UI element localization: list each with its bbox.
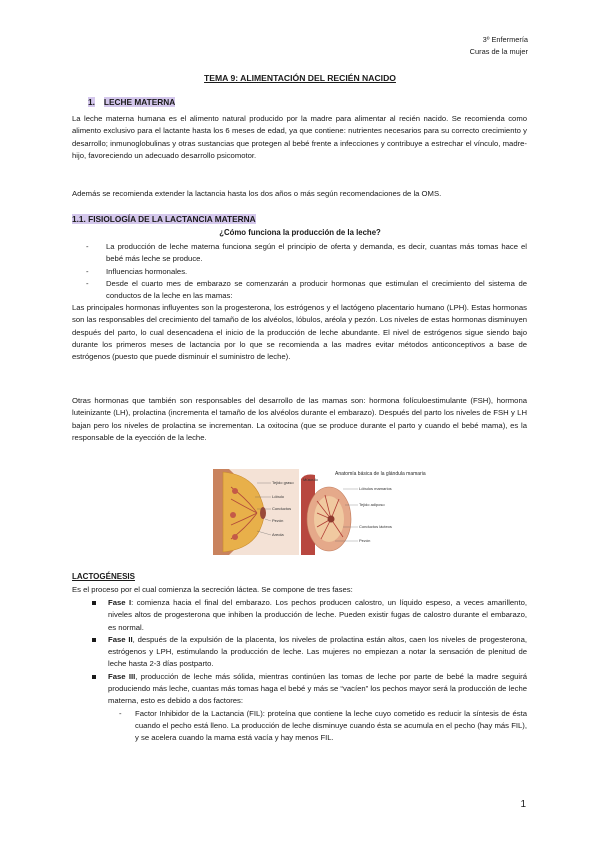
page-header: [470, 34, 528, 58]
phase-text: , producción de leche más sólida, mientras continúen las tomas de leche por parte de bebé la madre seguirá produciendo más leche, cuantas más tomas haga el bebé y más se “vacíen” los pechos mayor será la producción de leche materna, esto es debido a dos factores:: [108, 671, 527, 706]
section-heading-fisiologia-text: 1.1. FISIOLOGÍA DE LA LACTANCIA MATERNA: [72, 214, 256, 224]
section-number: 1.: [88, 97, 95, 107]
phase-item: [72, 671, 527, 745]
paragraph-intro: La leche materna humana es el alimento natural producido por la madre para alimentar al recién nacido. Se recomienda como alimento exclusivo para el lactante hasta los 6 meses de edad, ya que contiene: nutrientes necesarios para su correcto crecimiento y desarrollo; inmunoglobulinas y otras sustancias que protegen al bebé frente a infecciones y contribuye a estrechar el vínculo, madre-hijo, favoreciendo un adecuado desarrollo psicomotor.: [72, 114, 527, 160]
figure-label: Lóbulos mamarios: [359, 486, 392, 491]
paragraph-oms: Además se recomienda extender la lactancia hasta los dos años o más según recomendaciones de la OMS.: [72, 189, 442, 198]
lactogenesis-phases: [72, 597, 527, 745]
lobule: [230, 512, 236, 518]
phase-item: [72, 597, 527, 634]
phase-label: Fase II: [108, 634, 133, 644]
paragraph-other-hormones: Otras hormonas que también son responsables del desarrollo de las mamas son: hormona folículoestimulante (FSH), hormona luteinizante (LH), prolactina (incrementa el tamaño de los alvéolos durante el embarazo). Después del parto los niveles de FSH y LH bajan pero los niveles de prolactina se incrementan. La oxitocina (que se produce durante el parto y cuando el bebé mama), es la responsable de la eyección de la leche.: [72, 396, 527, 442]
nipple: [260, 507, 266, 519]
header-subject: Curas de la mujer: [469, 47, 528, 56]
phase-item: [72, 634, 527, 671]
section-title: LECHE MATERNA: [103, 97, 176, 107]
page-number: 1: [520, 799, 526, 810]
phase-text: : comienza hacia el final del embarazo. Los pechos producen calostro, un líquido espeso, a veces amarillento, niveles altos de progesterona que inhiben la producción de leche. Pueden existir fugas de calostro durante el embarazo, es normal.: [108, 598, 527, 632]
breast-anatomy-svg: [213, 469, 426, 555]
page-title: [0, 73, 600, 83]
list-item: - Desde el cuarto mes de embarazo se comenzarán a producir hormonas que estimulan el crecimiento del sistema de conductos de la leche en las mamas:: [72, 278, 527, 303]
figure-label: Pezón: [359, 538, 371, 543]
phase-text: , después de la expulsión de la placenta, los niveles de prolactina están altos, caen los niveles de progesterona, estrógenos y LPH, estimulando la producción de leche. Las mujeres no empiezan a notar la sensación de plenitud de leche hasta 2-3 días postparto.: [108, 634, 527, 669]
lobule: [232, 488, 238, 494]
paragraph-hormones: Las principales hormonas influyentes son la progesterona, los estrógenos y el lactógeno placentario humano (LPH). Estas hormonas son las responsables del crecimiento del tamaño de los alvéolos, lóbulos, aréola y pezón. Los niveles de estas hormonas disminuyen después del parto, lo cual desencadena el inicio de la producción de leche abundante. El nivel de estrógenos sigue siendo bajo durante los primeros meses de lactancia por lo que se recomienda a las madres evitar métodos anticonceptivos a base de estrógenos (puesto que puede disminuir el suministro de leche).: [72, 303, 527, 362]
figure-label: Tejido graso: [272, 480, 294, 485]
list-item: - Influencias hormonales.: [72, 266, 527, 278]
figure-label: Músculo: [303, 477, 318, 482]
lactogenesis-heading: LACTOGÉNESIS: [72, 572, 135, 581]
breast-anatomy-figure: [213, 469, 426, 555]
figure-label: Areola: [272, 532, 284, 537]
section-heading-fisiologia: [72, 214, 256, 224]
list-item: - La producción de leche materna funciona según el principio de oferta y demanda, es decir, cuantas más tomas hace el bebé más leche se produce.: [72, 241, 527, 266]
factor-item: - Factor Inhibidor de la Lactancia (FIL): proteína que contiene la leche cuyo cometido es reducir la síntesis de ésta cuando el pecho está lleno. La producción de leche disminuye cuando ésta se acumula en el pecho (hay más FIL), y se acelera cuando la mama está vacía y hay menos FIL.: [108, 708, 527, 745]
section-heading-leche-materna: [88, 97, 175, 107]
header-course: 3º Enfermería: [482, 35, 528, 44]
page-title-text: TEMA 9: ALIMENTACIÓN DEL RECIÉN NACIDO: [204, 73, 396, 83]
figure-label: Conductos: [272, 506, 292, 511]
phase-label: Fase I: [108, 598, 132, 607]
subheading-question: ¿Cómo funciona la producción de la leche?: [219, 228, 381, 237]
phase-label: Fase III: [108, 671, 136, 681]
figure-label: Conductos lácteos: [359, 524, 392, 529]
figure-label: Tejido adiposo: [359, 502, 385, 507]
factor-list: [108, 708, 527, 745]
lactogenesis-intro: Es el proceso por el cual comienza la secreción láctea. Se compone de tres fases:: [72, 585, 353, 594]
nipple: [328, 516, 335, 523]
figure-label: Pezón: [272, 518, 284, 523]
bullet-list-hormones: [72, 241, 527, 302]
figure-title: Anatomía básica de la glándula mamaria: [335, 471, 426, 477]
lobule: [232, 534, 238, 540]
figure-label: Lóbulo: [272, 494, 285, 499]
